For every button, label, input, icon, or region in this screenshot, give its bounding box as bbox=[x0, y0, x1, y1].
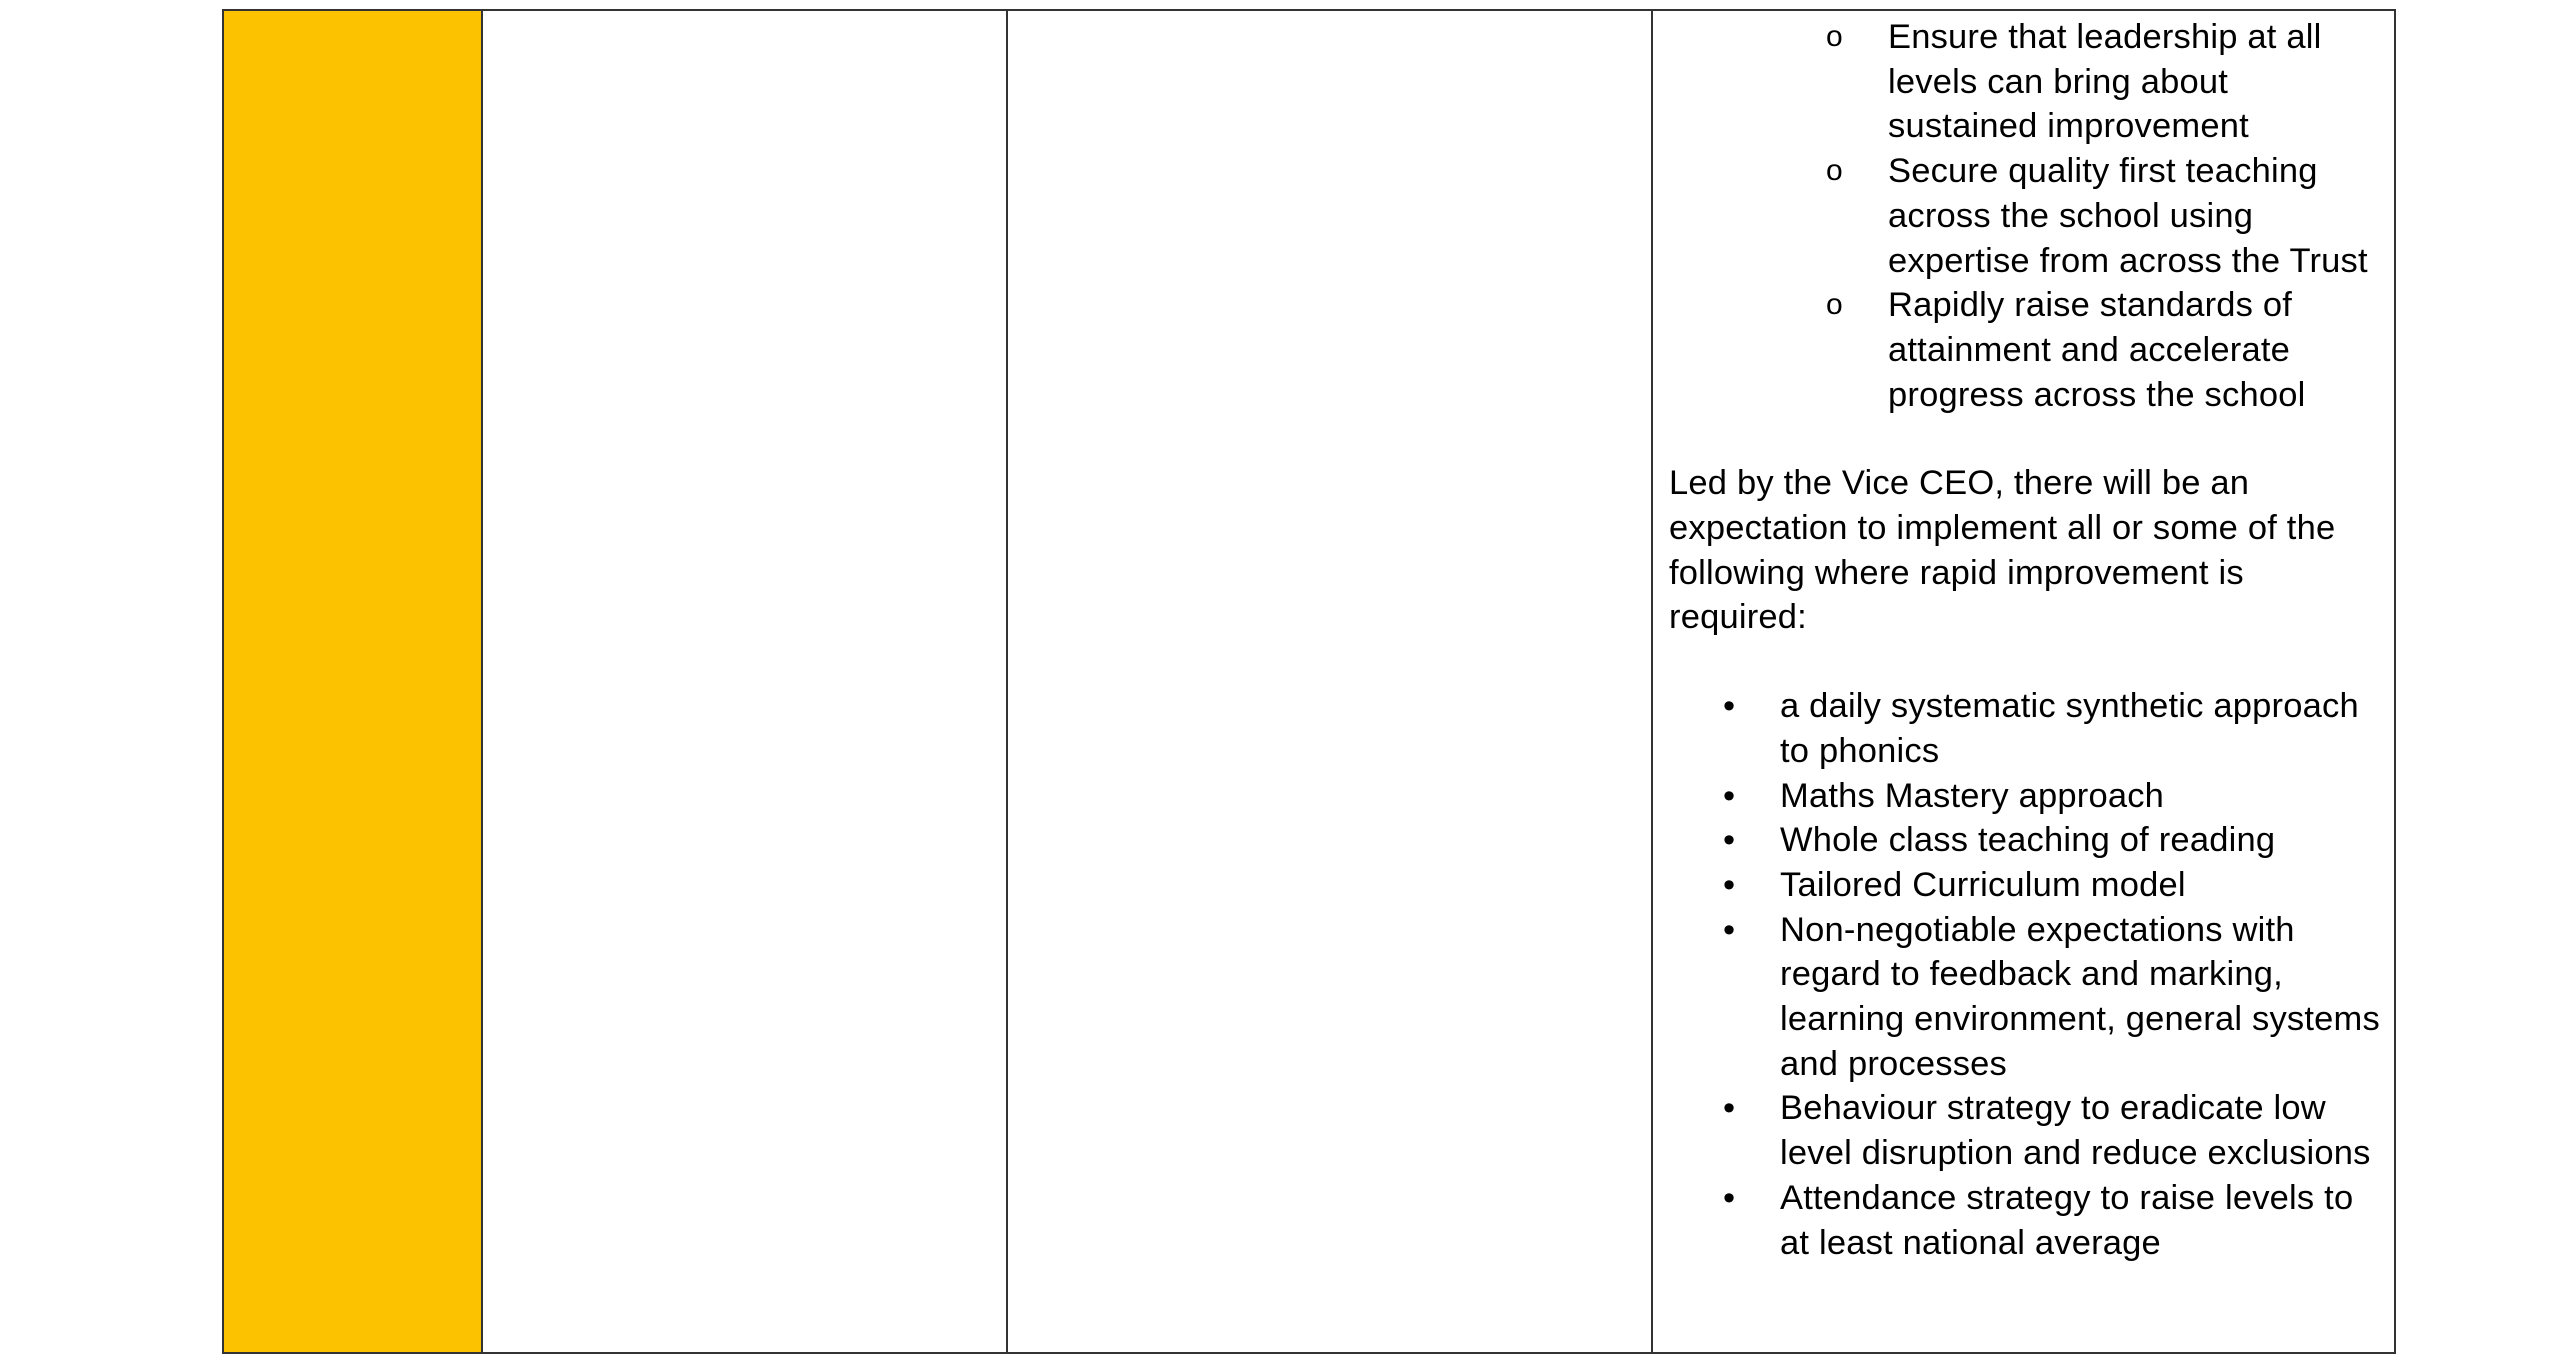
rag-status-cell bbox=[223, 10, 482, 1353]
list-item: o Ensure that leadership at all levels can bring about sustained improvement bbox=[1852, 15, 2382, 149]
list-item: • Maths Mastery approach bbox=[1780, 774, 2382, 819]
list-item: o Secure quality first teaching across the school using expertise from across the Trust bbox=[1852, 149, 2382, 283]
list-item: • Non-negotiable expectations with regard to feedback and marking, learning environment, general systems and processes bbox=[1780, 908, 2382, 1087]
list-item: • Behaviour strategy to eradicate low level disruption and reduce exclusions bbox=[1780, 1086, 2382, 1175]
bullet-dot-icon: • bbox=[1723, 776, 1736, 815]
bullet-dot-icon: • bbox=[1723, 1178, 1736, 1217]
list-item: • Attendance strategy to raise levels to at least national average bbox=[1780, 1176, 2382, 1265]
list-item: • Tailored Curriculum model bbox=[1780, 863, 2382, 908]
strategy-bullet-list bbox=[1669, 684, 2382, 1265]
bullet-dot-icon: • bbox=[1723, 865, 1736, 904]
intro-paragraph: Led by the Vice CEO, there will be an expectation to implement all or some of the following where rapid improvement is required: bbox=[1669, 464, 2336, 637]
hollow-circle-bullet-icon: o bbox=[1826, 288, 1843, 322]
list-item: • a daily systematic synthetic approach to phonics bbox=[1780, 684, 2382, 773]
document-table bbox=[222, 9, 2396, 1354]
bullet-dot-icon: • bbox=[1723, 910, 1736, 949]
sub-point-list bbox=[1669, 15, 2382, 417]
list-item: • Whole class teaching of reading bbox=[1780, 818, 2382, 863]
table-row bbox=[223, 10, 2395, 1353]
bullet-dot-icon: • bbox=[1723, 687, 1736, 726]
hollow-circle-bullet-icon: o bbox=[1826, 20, 1843, 53]
bullet-dot-icon: • bbox=[1723, 821, 1736, 860]
empty-cell bbox=[482, 10, 1007, 1353]
hollow-circle-bullet-icon: o bbox=[1826, 154, 1843, 188]
actions-cell bbox=[1652, 10, 2395, 1353]
empty-cell bbox=[1007, 10, 1652, 1353]
list-item: o Rapidly raise standards of attainment and accelerate progress across the school bbox=[1852, 283, 2382, 417]
bullet-dot-icon: • bbox=[1723, 1089, 1736, 1128]
